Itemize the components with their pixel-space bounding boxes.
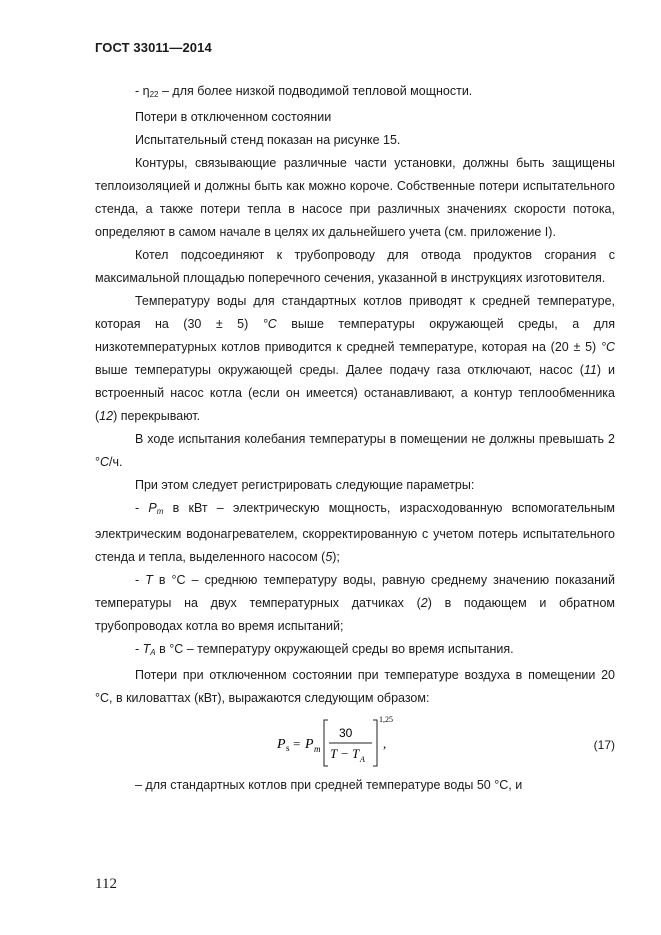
page-number: 112 — [95, 876, 117, 892]
formula-ps: P — [277, 737, 286, 752]
section-heading-standby-loss: Потери в отключенном состоянии — [135, 110, 332, 124]
list-item-ta: - $T_A$ в °С – температуру окружающей среды во время испытания. — [135, 642, 514, 657]
formula-graphic — [273, 712, 413, 774]
formula-minus: − — [341, 746, 349, 761]
formula-equals: = — [293, 736, 301, 751]
paragraph-standard-boilers: – для стандартных котлов при средней температуре воды 50 °С, и — [135, 778, 523, 792]
formula-ta-sub: A — [360, 755, 365, 764]
eta-description: – для более низкой подводимой тепловой мощности. — [158, 84, 473, 98]
paragraph-boiler-connection: Котел подсоединяют к трубопроводу для отвода продуктов сгорания с максимальной площадью поперечного сечения, указанной в инструкциях изготовителя. — [95, 248, 615, 285]
formula-17 — [95, 712, 615, 774]
list-item-t: - T в °C – среднюю температуру воды, равную среднему значению показаний температуры на двух температурных датчиках (2) в подающем и обратном трубопроводах котла во время испытаний; — [95, 573, 615, 633]
eta-symbol: - η — [135, 84, 150, 98]
formula-comma: , — [383, 736, 387, 751]
eta-subscript: 22 — [149, 90, 159, 99]
paragraph-parameters-intro: При этом следует регистрировать следующие параметры: — [135, 478, 475, 492]
formula-exponent: 1,25 — [379, 715, 393, 724]
paragraph-standby-loss-expression: Потери при отключенном состоянии при температуре воздуха в помещении 20 °С, в киловаттах (кВт), выражаются следующим образом: — [95, 668, 615, 705]
formula-right-bracket — [373, 720, 377, 766]
document-body — [95, 80, 615, 797]
formula-ta: T — [352, 746, 360, 761]
list-item-pm: - $P_m$ в кВт – электрическую мощность, израсходованную вспомогательным электрическим водонагревателем, скорректированную с учетом потерь испытательного стенда и тепла, выделенного насосом (5); — [95, 501, 616, 564]
formula-numerator: 30 — [339, 726, 353, 740]
formula-pm-sub: m — [314, 744, 321, 754]
paragraph-eta22 — [95, 80, 615, 106]
formula-pm: P — [305, 737, 314, 752]
formula-ps-sub: s — [286, 743, 290, 753]
formula-t: T — [330, 746, 338, 761]
formula-left-bracket — [324, 720, 328, 766]
paragraph-test-stand: Испытательный стенд показан на рисунке 15. — [135, 133, 401, 147]
paragraph-circuits: Контуры, связывающие различные части установки, должны быть защищены теплоизоляцией и должны быть как можно короче. Собственные потери испытательного стенда, а также потери тепла в насосе при различных значениях скорости потока, определяют в самом начале в целях их дальнейшего учета (см. приложение I). — [95, 156, 615, 239]
formula-number: (17) — [593, 738, 615, 752]
paragraph-temperature-fluctuation: В ходе испытания колебания температуры в помещении не должны превышать 2 °C/ч. — [95, 432, 615, 469]
paragraph-water-temperature: Температуру воды для стандартных котлов приводят к средней температуре, которая на (30 ± 5) °C выше температуры окружающей среды, а для низкотемпературных котлов приводится к средней температуре, которая на (20 ± 5) °C выше температуры окружающей среды. Далее подачу газа отключают, насос (11) и встроенный насос котла (если он имеется) останавливают, а контур теплообменника (12) перекрывают. — [95, 294, 615, 423]
document-header: ГОСТ 33011—2014 — [95, 40, 212, 55]
